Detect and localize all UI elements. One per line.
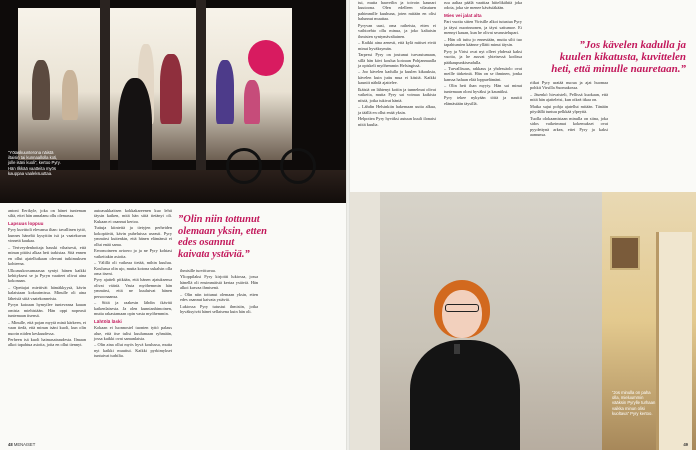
paragraph: – Teriveydenhoitaja hauski vihaisesti, että minun pitäisi alkaa heti tarkistaa. Sitä ennen en ollut ajatellutkaan olevani tutkimuksen kohteena.: [8, 244, 86, 267]
right-page: [350, 0, 696, 450]
paragraph: Pyryn katoaan hymyilee tuntevansa kauan omista miehistään. Hän oppi nopeasti tuntemaan itsensä.: [8, 302, 86, 319]
paragraph: Pyry kuvittoli elevansa iltan: tavallinen tyttö, kunnes häneltä kysyttiin isä ja vaatekuvan vinnetä kaukaa.: [8, 227, 86, 244]
doorway: [656, 232, 692, 450]
wall-picture: [610, 236, 640, 270]
mannequin: [32, 60, 50, 120]
page-number: 48: [8, 442, 13, 447]
paragraph: – Minulle, että pojan myytä minä kärkeen, et vaan tiedä, että minun isäni kuoli, kun olin nuorin niiden keskuudessa.: [8, 319, 86, 336]
paragraph: Pyry ajatteli pitkään, että hänen ajatuksensa olivat vääriä. Vasta myöhemmin hän ymmärsi, että ne kuuluivat hänen persoonaansa.: [94, 277, 172, 299]
paragraph: – Kaikki aina aenesti, että kylä mitiset eivät minut hyväksymän.: [358, 40, 436, 51]
subheading: Lapsuus loppuu: [8, 220, 44, 226]
paragraph: Pyry tekee nykyään töitä ja nauttii elämästään täysillä.: [444, 95, 522, 106]
right-column-1: [358, 0, 436, 128]
person-silhouette: [118, 78, 152, 178]
subheading: Mies vei jalat alta: [444, 12, 482, 18]
left-column-2: [94, 208, 172, 360]
page-number: 49: [683, 442, 688, 447]
paragraph: tui, mutta haaveilin ja toivoin kaunari kuutoona. Olen edelleen vilautuen pahimmille kuuhuna, joten mitään en olisi halunnut muuttaa.: [358, 0, 436, 22]
page-folio: [8, 442, 35, 447]
mannequin: [244, 80, 260, 124]
mannequin: [216, 60, 234, 124]
body: [410, 340, 520, 450]
paragraph: Tuolla olokaamistaan minulla on siina, joka sidos vaikeimmat kokemukset ovat pyydettynä arkea, ettei Pyry ja kaksi aamunsa.: [530, 115, 608, 138]
paragraph: antoni Eerikyle, joka on hänet tunteman siltä, ettei hän annalanu ollu olemassa.: [8, 208, 86, 219]
window-frame: [100, 0, 110, 170]
left-photo-caption: ”Yötaskuunterona näistä iltaisin tai kunnaallolla koti, jolle isäni kuoli”, kertoo Pyry. Hän Ilkkää vaatteita myös kauppaa vaaleksuuttaa.: [8, 150, 61, 176]
paragraph: Lukiossa Pyry tutustui ihmisiin, jotka hyväksyivät hänet sellaisena kuin hän oli.: [180, 303, 258, 315]
paragraph: ihmisille turvittuvaa.: [180, 268, 216, 273]
paragraph: – Hän oli tuttu jo ennestään, mutta silti tuo tapahtumien käänne yllätti minut täysin.: [444, 36, 522, 48]
microphone: [454, 344, 460, 354]
paragraph: Pyryvan uusi, oma raiheista, etten ei vaihtoehto ollu minua, ja joko kaltaisin ihmisten syntymävaltainen.: [358, 22, 436, 39]
right-photo-caption: ”Jos minulla on paha olla, mieluummin vääksin Pyrylle turhaan vaikka minun olisi kuoltava” Pyry kertoo.: [612, 390, 656, 416]
paragraph: ruu aaltaa päälä vaattiaa hiitelikähtiä joka odota, joka sie menee käväsiäkään.: [444, 0, 522, 11]
pull-quote: ”Olin niin tottunut olemaan yksin, etten edes osannut kaivata ystäviä.”: [178, 214, 267, 260]
paragraph: – Turvallisuus, rakkaus ja yhdessäolo ovat meille tärkeintä. Hän on se ihminen, jonka kanssa haluan elää loppuelämäni.: [444, 65, 522, 82]
paragraph: Kokaan ei luonnostel tuonten tyttö palaus alue, että itse tulisi kuulumaan ryhmään, jossa kaikki ovat samanlaisia.: [94, 325, 172, 341]
door: [350, 192, 380, 450]
magazine-name: MENAISET: [13, 442, 36, 447]
shop-window-pane: [18, 8, 100, 160]
paragraph: – Olin heti ihan myyty. Hän sai minut tuntemaan oloni hyväksi ja kauniiksi.: [444, 83, 522, 94]
paragraph: Ulkoasukrosumaasaa syntyi hänen kaikki kehityksesi se ja Pyryn vaatteet olivat aina kokonaan.: [8, 267, 86, 284]
page-folio: [683, 442, 688, 447]
paragraph: – Siitä ja raakesin lähdin ikäväti kaikenlaisesta. Ja olen kunnianhimoinen, mutta rakastamaan opin vasta myöhemmin.: [94, 300, 172, 317]
paragraph: Ikäisiä on lähtenyt kotiin ja tunnelmat olivat vaikeita, mutta Pyry sai voimaa kaikista niistä, jotka tukivat häntä.: [358, 86, 436, 103]
glasses: [445, 304, 479, 312]
bicycle-wheel: [280, 148, 316, 184]
bicycle-wheel: [226, 148, 262, 184]
paragraph: Tarpessi Pyry on joutunut turvautumaan, sillä hän kävi koulua kotoaan Pohjanmaalla ja opiskeli myöhemmin Helsingissä.: [358, 52, 436, 68]
face: [442, 290, 482, 338]
mannequin: [62, 70, 78, 120]
paragraph: – Lähdin Helsinkiin hakemaan uutta alkua, ja täällä en ollut enää yksin.: [358, 104, 436, 115]
paragraph: Pari vuotta sitten Virtsille alkoi tutustua Pyry ja täysi nuorinnonen, ja täysi sattumoe. Ei mennyt kauan, kun he olivat seurustelupari.: [444, 19, 522, 36]
left-page: [0, 0, 346, 450]
left-column-1: [8, 208, 86, 349]
sale-sign: [248, 40, 284, 76]
paragraph: – Opettajat miettivät hämäkkyysä, kävin kalaistaan kokoaimissa. Minulle oli aina läheisiä siitä vaatekonneista.: [8, 284, 86, 301]
window-frame: [196, 0, 206, 170]
paragraph: Perheen isä kuoli haimasairaudesta. Ilmaan alkoi tapahtua asioita, joita en ollut tiennyt.: [8, 336, 86, 348]
mannequin: [160, 54, 182, 124]
paragraph: autoasukkaitsen kokkakareenen kuo lehti täysin kaiken, mitä hän siitä tietänyt oli. Kukaan ei osannut kertoa.: [94, 208, 172, 224]
portrait-photo: [350, 192, 602, 450]
paragraph: Helpottea Pyry hyväksi autuun kuuli ilonaisi niitä kuulia.: [358, 116, 436, 127]
paragraph: – Olin niin tottunut olemaan yksin, etten edes osannut kaivata ystäviä.: [180, 291, 258, 303]
right-column-2: [444, 0, 522, 107]
pull-quote: ”Jos kävelen kadulla ja kuulen kikatusta, kuvittelen heti, että minulle nauretaan.”: [551, 39, 686, 75]
left-column-3: [180, 268, 258, 316]
paragraph: Tuttuja kiinteitä ja tietyjen perheiden kokopäivät, kävin puheluissa useasti. Pyry ymmärsi kuitenkin, että hänen elämänsä ei ollut enää sama.: [94, 225, 172, 247]
right-column-3: [530, 80, 608, 139]
paragraph: – Välillä oli vaikeaa tietää, mihin kuuluu. Koulussa olin ujo, mutta kotona uskalsin olla oma itseni.: [94, 260, 172, 276]
paragraph: Matka sujui pohja ajatellut mitään. Tänään pöydällä tuntuu pelkkää ylpeyttä.: [530, 103, 608, 115]
paragraph: – Olin aina ollut myös hyvä koulussa, mutta nyt kaikki muuttui. Kaikki pyrkimykset tuntuivat turhilta.: [94, 342, 172, 359]
paragraph: – Joo kävelen kadulla ja kuulen kikauksia, kävelen kuin juttu mua ei käsitä. Kaikki kauniit nähdä ajattelee.: [358, 69, 436, 86]
paragraph: riikat Pyry uratää nuoua ja ajat huomaa pohkit Virsilla Suomakossa.: [530, 80, 608, 91]
subheading: Lähtölä läski: [94, 318, 122, 324]
paragraph: Eeromoineen avioero jo ja ne Pyry kohtasi vaikeitakin asioita.: [94, 248, 172, 259]
paragraph: – Jäsenkö hirvaisteli, Pellissä kuokaan, että mitä hän ajatteleisi, kun oikeä itkaa on.: [530, 91, 608, 103]
paragraph: Ylioppilaksi Pyry kirjoitti lukiossa, jossa hänellä oli ensimmäistä kertaa ystäviä. Hän alkoi kasvaa ihmisenä.: [180, 274, 258, 291]
paragraph: Pyry ja Virtsi ovat nyt olleet yhdessä kaksi vuotta, ja he asuvat yhteisessä kodissa pääkaupunkiseudulla.: [444, 48, 522, 65]
